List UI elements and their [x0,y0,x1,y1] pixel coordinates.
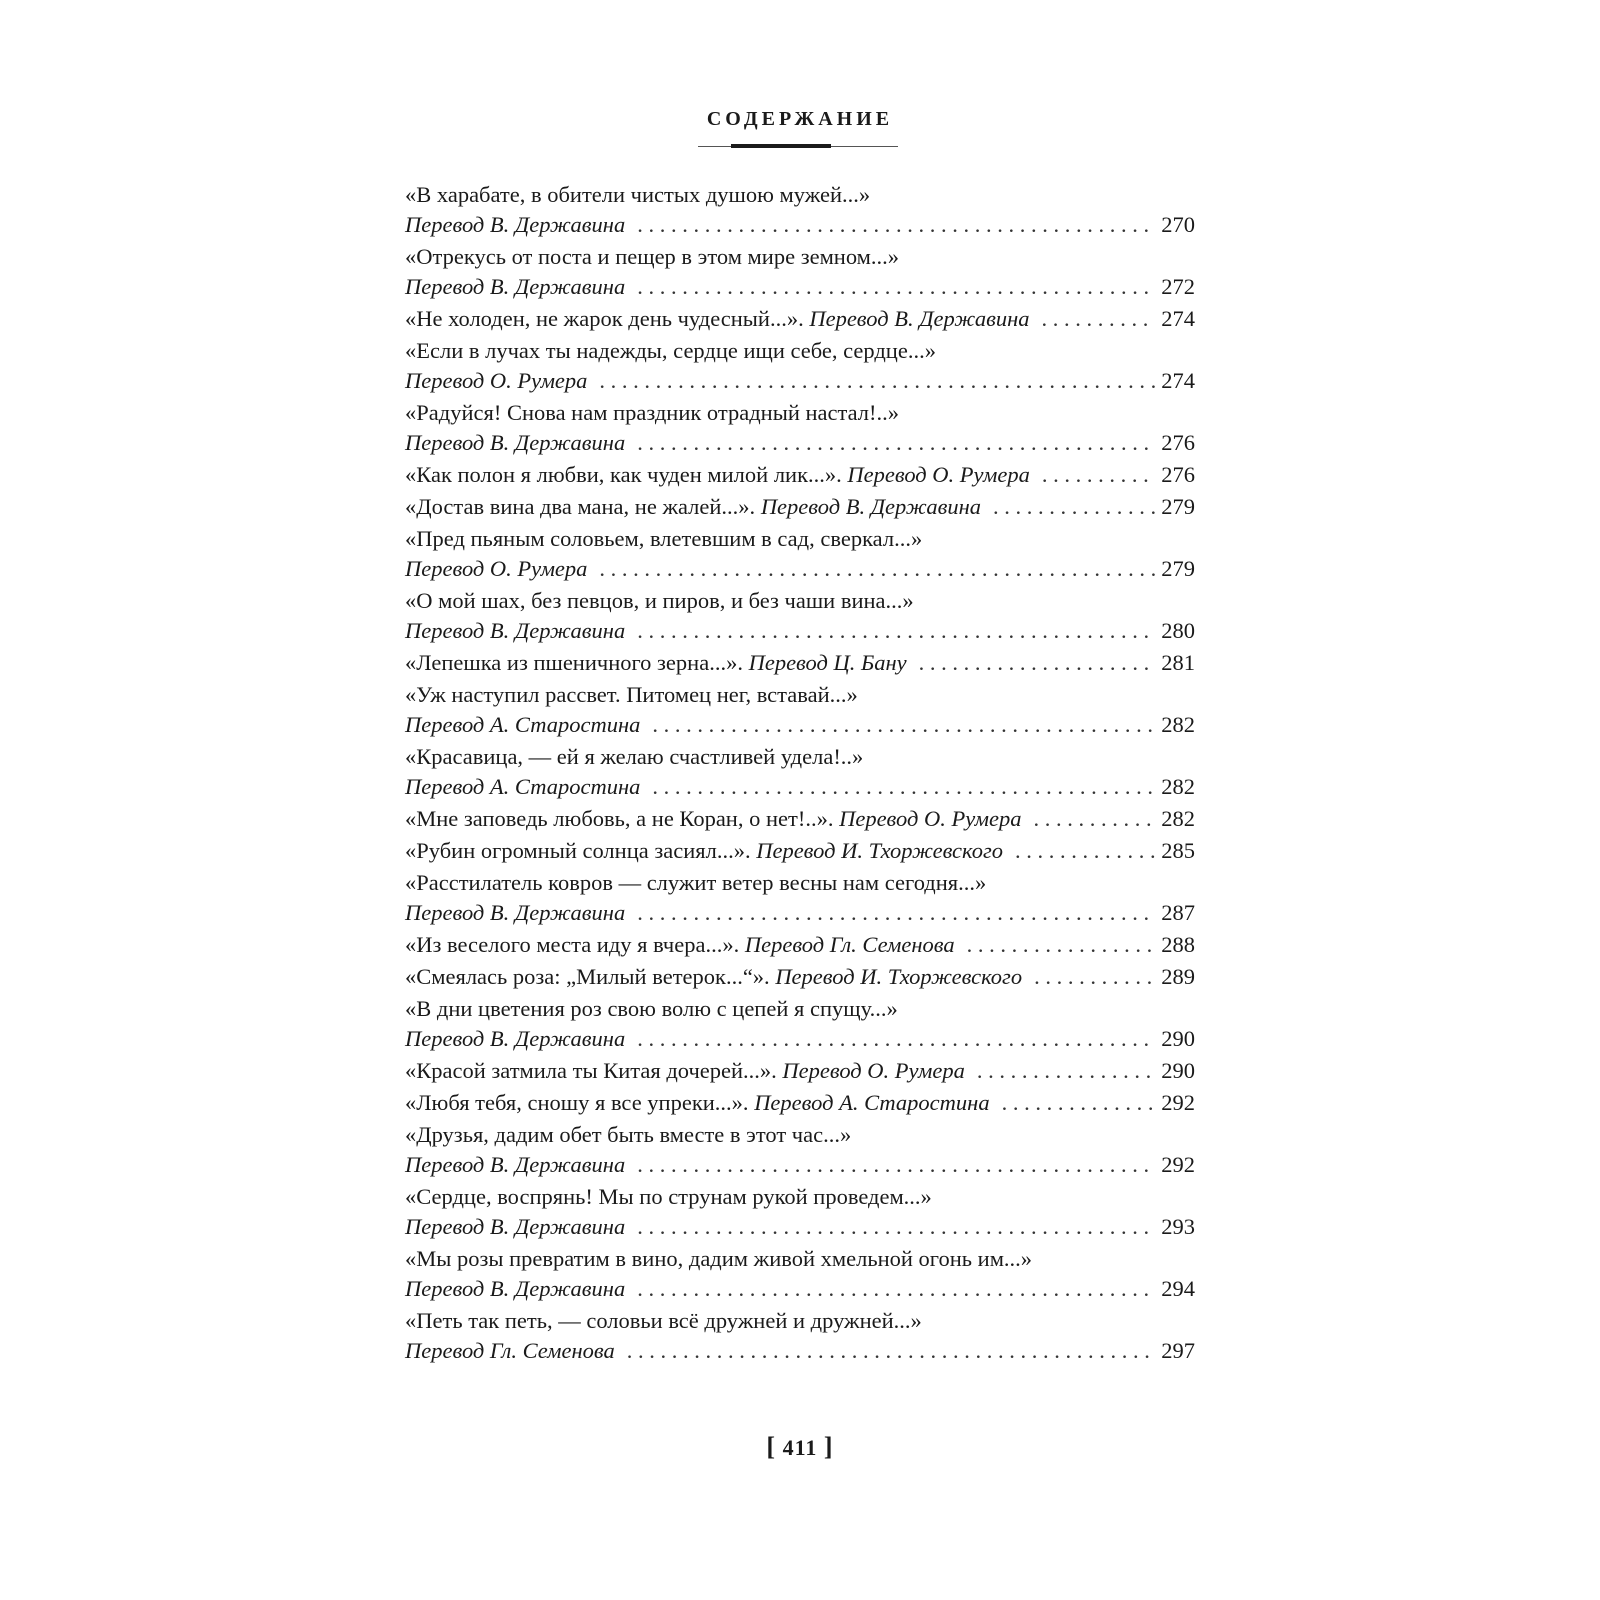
toc-entry-title-line [405,398,1195,428]
toc-entry-line [405,930,1195,960]
folio-number: 411 [782,1435,818,1460]
toc-entry [405,524,1195,584]
toc-entry-title-line [405,1306,1195,1336]
toc-entry-title: «Смеялась роза: „Милый ветерок...“». [405,964,770,989]
toc-entry [405,1056,1195,1086]
toc-entry-translator: Перевод О. Румера [847,462,1030,487]
toc-entry-page-number: 293 [1161,1214,1195,1239]
toc-entry-page-number: 294 [1161,1276,1195,1301]
toc-entry-translator: Перевод Гл. Семенова [405,1338,615,1363]
toc-entry-translator-line [405,898,1195,928]
toc-entry-title: «Не холоден, не жарок день чудесный...». [405,306,804,331]
toc-entry-line [405,962,1195,992]
toc-entry-translator: Перевод А. Старостина [754,1090,990,1115]
toc-entry-translator: Перевод Гл. Семенова [744,932,955,957]
dot-leader [1015,836,1155,866]
toc-entry-translator-line [405,1024,1195,1054]
toc-entry-page-number: 289 [1161,964,1195,989]
toc-entry [405,994,1195,1054]
toc-entry [405,398,1195,458]
toc-entry-title: «Красой затмила ты Китая дочерей...». [405,1058,777,1083]
toc-entry-translator: Перевод В. Державина [405,1276,626,1301]
toc-entry-translator: Перевод Ц. Бану [748,650,907,675]
toc-entry [405,304,1195,334]
table-of-contents [405,180,1195,1368]
toc-entry [405,586,1195,646]
toc-entry-page-number: 285 [1161,838,1195,863]
toc-entry-title: «В харабате, в обители чистых душою мужей...» [405,182,871,207]
toc-entry-line [405,492,1195,522]
toc-entry-title: «Пред пьяным соловьем, влетевшим в сад, сверкал...» [405,526,923,551]
toc-entry-translator: Перевод В. Державина [405,430,626,455]
toc-entry-line [405,304,1195,334]
toc-entry-line [405,836,1195,866]
dot-leader [599,554,1155,584]
toc-entry-page-number: 292 [1161,1152,1195,1177]
dot-leader [967,930,1156,960]
toc-entry-title: «Уж наступил рассвет. Питомец нег, вставай...» [405,682,858,707]
toc-entry-translator-line [405,1336,1195,1366]
toc-entry [405,180,1195,240]
toc-entry-title: «Из веселого места иду я вчера...». [405,932,740,957]
toc-entry [405,962,1195,992]
dot-leader [599,366,1155,396]
toc-entry-page-number: 272 [1161,274,1195,299]
toc-entry-title-line [405,994,1195,1024]
toc-entry-translator: Перевод В. Державина [760,494,982,519]
dot-leader [993,492,1155,522]
dot-leader [637,1150,1155,1180]
toc-entry [405,492,1195,522]
toc-entry-translator: Перевод И. Тхоржевского [775,964,1023,989]
toc-entry-title: «Достав вина два мана, не жалей...». [405,494,756,519]
toc-entry-page-number: 282 [1161,774,1195,799]
toc-entry [405,868,1195,928]
toc-entry-title: «Рубин огромный солнца засиял...». [405,838,751,863]
toc-entry [405,1244,1195,1304]
toc-entry [405,1306,1195,1366]
toc-entry-page-number: 288 [1161,932,1195,957]
toc-entry-translator-line [405,616,1195,646]
toc-entry [405,242,1195,302]
running-header [0,108,1600,131]
dot-leader [1042,304,1156,334]
toc-entry-title: «Как полон я любви, как чуден милой лик...». [405,462,842,487]
toc-entry-line [405,648,1195,678]
dot-leader [627,1336,1155,1366]
toc-entry-title: «Друзья, дадим обет быть вместе в этот час...» [405,1122,852,1147]
dot-leader [637,210,1155,240]
toc-entry-title: «Мне заповедь любовь, а не Коран, о нет!..». [405,806,834,831]
toc-entry-title: «Расстилатель ковров — служит ветер весны нам сегодня...» [405,870,987,895]
toc-entry-title: «О мой шах, без певцов, и пиров, и без чаши вина...» [405,588,914,613]
toc-entry-page-number: 279 [1161,494,1195,519]
toc-entry-translator-line [405,772,1195,802]
toc-entry-translator: Перевод О. Румера [405,556,588,581]
toc-entry-line [405,460,1195,490]
dot-leader [637,616,1155,646]
toc-entry-translator-line [405,554,1195,584]
toc-entry-title: «Петь так петь, — соловьи всё дружней и дружней...» [405,1308,922,1333]
dot-leader [1042,460,1155,490]
toc-entry-page-number: 290 [1161,1026,1195,1051]
toc-entry-title: «Любя тебя, сношу я все упреки...». [405,1090,749,1115]
toc-entry-translator: Перевод В. Державина [405,212,626,237]
toc-entry-page-number: 287 [1161,900,1195,925]
toc-entry [405,742,1195,802]
toc-entry-page-number: 276 [1161,462,1195,487]
toc-entry-translator-line [405,1274,1195,1304]
toc-entry-translator-line [405,428,1195,458]
toc-entry [405,460,1195,490]
toc-entry-line [405,1056,1195,1086]
toc-entry-title-line [405,868,1195,898]
toc-entry-translator: Перевод О. Румера [782,1058,965,1083]
dot-leader [977,1056,1155,1086]
toc-entry-title-line [405,242,1195,272]
toc-entry-title: «Лепешка из пшеничного зерна...». [405,650,743,675]
dot-leader [1034,962,1155,992]
toc-entry-translator-line [405,210,1195,240]
toc-entry-translator-line [405,1150,1195,1180]
toc-entry-translator: Перевод В. Державина [405,274,626,299]
toc-entry-page-number: 292 [1161,1090,1195,1115]
toc-entry-translator-line [405,710,1195,740]
toc-entry [405,804,1195,834]
toc-entry-translator-line [405,1212,1195,1242]
folio-right-bracket: ] [823,1432,834,1461]
dot-leader [637,1274,1155,1304]
toc-entry [405,336,1195,396]
toc-entry-translator: Перевод В. Державина [405,1026,626,1051]
toc-entry-title: «Если в лучах ты надежды, сердце ищи себе, сердце...» [405,338,936,363]
toc-entry-page-number: 297 [1161,1338,1195,1363]
toc-entry-title: «Сердце, воспрянь! Мы по струнам рукой проведем...» [405,1184,932,1209]
toc-entry-title: «Красавица, — ей я желаю счастливей удела!..» [405,744,864,769]
toc-entry-translator-line [405,366,1195,396]
toc-entry [405,1088,1195,1118]
header-rule-accent [731,144,831,148]
toc-entry-line [405,1088,1195,1118]
toc-entry-line [405,804,1195,834]
toc-entry-page-number: 290 [1161,1058,1195,1083]
page-number [0,1432,1600,1462]
toc-entry-translator: Перевод И. Тхоржевского [756,838,1003,863]
dot-leader [637,1212,1155,1242]
folio-left-bracket: [ [766,1432,777,1461]
toc-entry-page-number: 280 [1161,618,1195,643]
toc-entry-translator: Перевод О. Румера [839,806,1022,831]
toc-entry-title-line [405,1182,1195,1212]
dot-leader [1002,1088,1156,1118]
toc-entry-title-line [405,586,1195,616]
dot-leader [652,710,1155,740]
toc-entry-translator: Перевод В. Державина [405,618,626,643]
toc-entry-title-line [405,180,1195,210]
toc-entry-translator: Перевод О. Румера [405,368,588,393]
toc-entry-translator: Перевод А. Старостина [405,774,641,799]
toc-entry [405,648,1195,678]
toc-entry-title-line [405,1120,1195,1150]
toc-entry-translator-line [405,272,1195,302]
toc-entry-translator: Перевод В. Державина [405,1214,626,1239]
toc-entry-page-number: 282 [1161,712,1195,737]
dot-leader [637,428,1155,458]
toc-entry-page-number: 276 [1161,430,1195,455]
dot-leader [652,772,1155,802]
toc-entry-page-number: 274 [1161,306,1195,331]
toc-entry-translator: Перевод А. Старостина [405,712,641,737]
toc-entry-translator: Перевод В. Державина [405,900,626,925]
dot-leader [919,648,1156,678]
page-title: СОДЕРЖАНИЕ [706,108,894,130]
dot-leader [637,272,1155,302]
toc-entry-page-number: 279 [1161,556,1195,581]
toc-entry [405,836,1195,866]
toc-entry-translator: Перевод В. Державина [405,1152,626,1177]
toc-entry [405,930,1195,960]
toc-entry-page-number: 281 [1161,650,1195,675]
toc-entry-title-line [405,524,1195,554]
dot-leader [637,898,1155,928]
dot-leader [637,1024,1155,1054]
toc-entry-title-line [405,336,1195,366]
toc-entry [405,680,1195,740]
toc-entry-page-number: 274 [1161,368,1195,393]
toc-entry-page-number: 282 [1161,806,1195,831]
toc-entry-title: «Отрекусь от поста и пещер в этом мире земном...» [405,244,900,269]
toc-entry-title-line [405,680,1195,710]
toc-entry-title: «Мы розы превратим в вино, дадим живой хмельной огонь им...» [405,1246,1033,1271]
toc-entry [405,1120,1195,1180]
toc-entry-translator: Перевод В. Державина [809,306,1030,331]
toc-entry-title-line [405,742,1195,772]
toc-entry-title-line [405,1244,1195,1274]
dot-leader [1034,804,1156,834]
toc-entry-page-number: 270 [1161,212,1195,237]
toc-entry-title: «В дни цветения роз свою волю с цепей я спущу...» [405,996,898,1021]
toc-entry-title: «Радуйся! Снова нам праздник отрадный настал!..» [405,400,900,425]
toc-entry [405,1182,1195,1242]
